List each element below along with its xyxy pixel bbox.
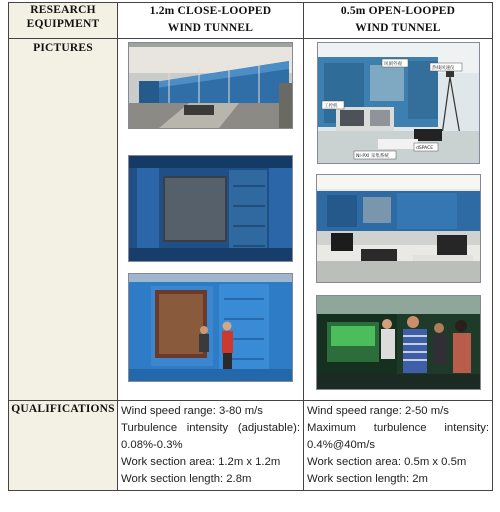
close-looped-pictures xyxy=(118,39,304,401)
close-looped-area: Work section area: 1.2m x 1.2m xyxy=(121,456,281,468)
open-looped-pictures xyxy=(304,39,493,401)
svg-text:风洞外观: 风洞外观 xyxy=(383,62,402,67)
tunnel-people-image xyxy=(129,274,292,381)
open-looped-photo-2 xyxy=(316,174,481,283)
open-looped-photo-3 xyxy=(316,295,481,390)
open-looped-turbulence-line1: Maximum turbulence intensity: xyxy=(307,422,489,434)
open-tunnel-lab-image xyxy=(317,175,480,282)
svg-text:dSPACE: dSPACE xyxy=(415,146,433,151)
close-looped-photo-3 xyxy=(128,273,293,382)
open-looped-area: Work section area: 0.5m x 0.5m xyxy=(307,456,467,468)
qualifications-label: QUALIFICATIONS xyxy=(11,403,115,415)
pictures-label-cell xyxy=(9,39,118,401)
open-tunnel-people-image xyxy=(317,296,480,389)
open-looped-qualifications xyxy=(304,401,493,491)
equipment-table xyxy=(8,2,493,491)
close-looped-length: Work section length: 2.8m xyxy=(121,473,252,485)
svg-text:热线风速仪: 热线风速仪 xyxy=(431,66,454,71)
close-looped-turbulence-line2: 0.08%-0.3% xyxy=(121,439,183,451)
close-looped-photo-1 xyxy=(128,42,293,129)
pictures-label: PICTURES xyxy=(33,42,93,54)
close-looped-speed: Wind speed range: 3-80 m/s xyxy=(121,405,263,417)
tunnel-test-section-image xyxy=(129,156,292,261)
header-close-looped: 1.2m CLOSE-LOOPED WIND TUNNEL xyxy=(118,3,304,39)
close-looped-photo-2 xyxy=(128,155,293,262)
tunnel-hall-image xyxy=(129,43,292,128)
open-looped-speed: Wind speed range: 2-50 m/s xyxy=(307,405,449,417)
svg-text:NI-PXI 采集系统: NI-PXI 采集系统 xyxy=(355,154,389,159)
open-looped-photo-1 xyxy=(317,42,480,164)
header-research-equipment: RESEARCH EQUIPMENT xyxy=(9,3,118,39)
header-open-looped: 0.5m OPEN-LOOPED WIND TUNNEL xyxy=(304,3,493,39)
open-tunnel-instruments-image xyxy=(318,43,479,163)
svg-text:工控机: 工控机 xyxy=(323,104,337,109)
open-looped-turbulence-line2: 0.4%@40m/s xyxy=(307,439,375,451)
close-looped-qualifications xyxy=(118,401,304,491)
open-looped-length: Work section length: 2m xyxy=(307,473,428,485)
close-looped-turbulence-line1: Turbulence intensity (adjustable): xyxy=(121,422,300,434)
qualifications-label-cell xyxy=(9,401,118,491)
